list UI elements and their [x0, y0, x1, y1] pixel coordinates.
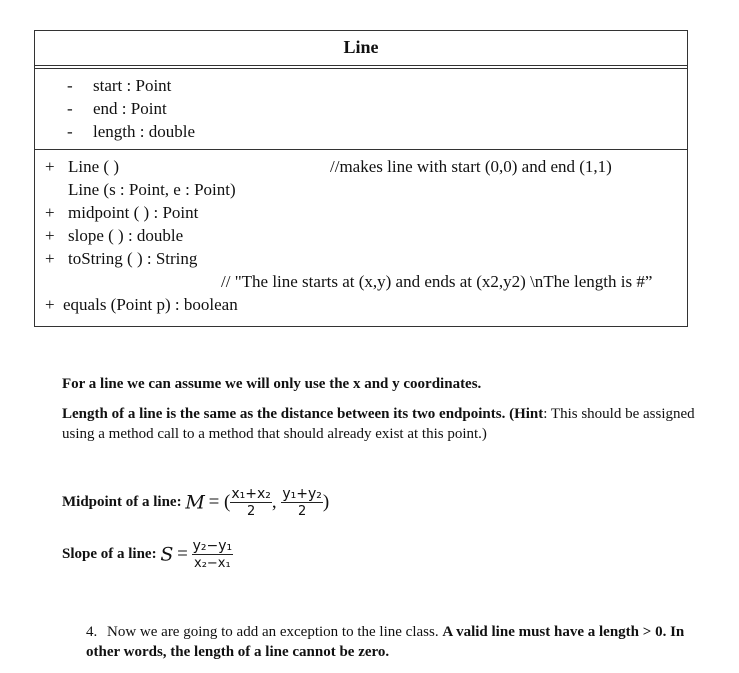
task-number: 4. — [86, 624, 98, 640]
method-vis: + — [45, 203, 55, 222]
note-hint-text: : This should be assigned using a method call to a method that should already exist at this point.) — [62, 406, 695, 442]
method-vis: + — [45, 157, 55, 176]
note-length-bold: Length of a line is the same as the distance between its two endpoints. ( — [62, 406, 515, 422]
midpoint-x-fraction — [230, 486, 272, 519]
fraction-denominator: x₂−x₁ — [192, 554, 234, 571]
method-comment: // "The line starts at (x,y) and ends at (x2,y2) \nThe length is #” — [221, 272, 653, 291]
field-end: end : Point — [93, 99, 167, 118]
task-text: Now we are going to add an exception to the line class. — [107, 624, 439, 640]
note-length — [62, 404, 702, 444]
task-4 — [86, 622, 696, 662]
slope-label: Slope of a line: — [62, 546, 157, 562]
fields-compartment — [35, 68, 687, 150]
task-bold-text: A valid line must have a length > 0. In other words, the length of a line cannot be zero. — [86, 624, 685, 660]
fraction-denominator: 2 — [230, 502, 272, 519]
method-slope: slope ( ) : double — [68, 226, 184, 245]
field-vis: - — [67, 122, 73, 141]
method-vis: + — [45, 295, 55, 314]
field-vis: - — [67, 99, 73, 118]
method-vis: + — [45, 226, 55, 245]
fraction-denominator: 2 — [281, 502, 323, 519]
midpoint-y-fraction — [281, 486, 323, 519]
note-hint: Hint — [514, 406, 544, 422]
field-length: length : double — [93, 122, 195, 141]
fraction-numerator: x₁+x₂ — [231, 486, 271, 502]
midpoint-label: Midpoint of a line: — [62, 494, 182, 510]
field-vis: - — [67, 76, 73, 95]
slope-var: S — [160, 543, 174, 566]
slope-formula: Slope of a line: S = $\frac{\text{y₂−y₁}}{\text{x₂−x₁}}$ — [62, 538, 233, 571]
method-equals: equals (Point p) : boolean — [63, 295, 238, 314]
method-comment: //makes line with start (0,0) and end (1,1) — [330, 157, 612, 176]
midpoint-formula: Midpoint of a line: M = ( $\frac{\text{x₁+x₂}}{2}$ , $\frac{\text{y₁+y₂}}{2}$ ) — [62, 486, 330, 519]
midpoint-var: M — [185, 491, 205, 514]
method-line-params: Line (s : Point, e : Point) — [68, 180, 236, 199]
slope-fraction — [192, 538, 234, 571]
method-tostring: toString ( ) : String — [68, 249, 198, 268]
fraction-numerator: y₁+y₂ — [282, 486, 322, 502]
field-start: start : Point — [93, 76, 172, 95]
note-coordinates: For a line we can assume we will only use the x and y coordinates. — [62, 376, 482, 392]
equals-sign: = ( — [208, 491, 231, 513]
method-vis: + — [45, 249, 55, 268]
method-midpoint: midpoint ( ) : Point — [68, 203, 199, 222]
uml-class-diagram — [34, 30, 688, 327]
fraction-numerator: y₂−y₁ — [192, 538, 233, 554]
method-line-default: Line ( ) — [68, 157, 119, 176]
class-name: Line — [35, 31, 687, 66]
